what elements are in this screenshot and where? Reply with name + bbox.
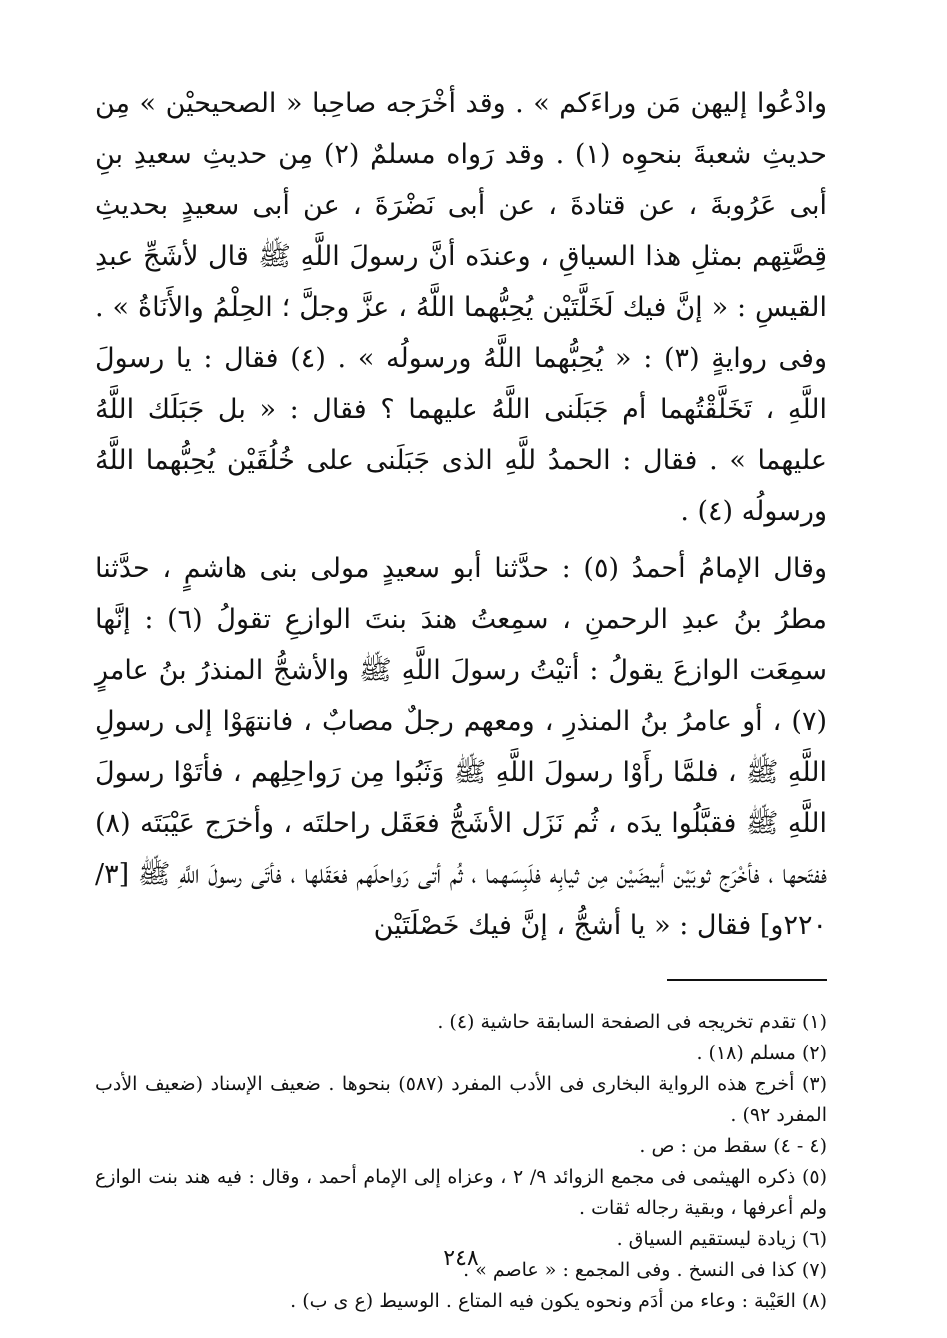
footnote-4: (٤ - ٤) سقط من : ص . [639,1135,827,1157]
paragraph-1: وادْعُوا إليهن مَن وراءَكم » . وقد أخْرَجه صاحِبا « الصحيحيْن » مِن حديثِ شعبةَ بنحوِه (١) . وقد رَواه مسلمٌ (٢) مِن حديثِ سعيدِ بنِ أبى عَرُوبةَ ، عن قتادةَ ، عن أبى نَضْرَةَ ، عن أبى سعيدٍ بحديثِ قِصَّتِهم بمثلِ هذا السياقِ ، وعندَه أنَّ رسولَ اللَّهِ ﷺ قال لأشَجِّ عبدِ القيسِ : « إنَّ فيك لَخَلَّتَيْن يُحِبُّهما اللَّهُ ، عزَّ وجلَّ ؛ الحِلْمُ والأَنَاةُ » . وفى روايةٍ (٣) : « يُحِبُّهما اللَّهُ ورسولُه » . (٤) فقال : يا رسولَ اللَّهِ ، تَخَلَّقْتُهما أم جَبَلَنى اللَّهُ عليهما ؟ فقال : « بل جَبَلَك اللَّهُ عليهما » . فقال : الحمدُ للَّهِ الذى جَبَلَنى على خُلُقَيْن يُحِبُّهما اللَّهُ ورسولُه (٤) . [95,88,828,527]
main-text [95,78,827,951]
footnote-separator [667,979,827,981]
footnote-7: (٧) كذا فى النسخ . وفى المجمع : « عاصم » . [463,1259,827,1281]
paragraph-2: وقال الإمامُ أحمدُ (٥) : حدَّثنا أبو سعيدٍ مولى بنى هاشمٍ ، حدَّثنا مطرُ بنُ عبدِ الرحمنِ ، سمِعتُ هندَ بنتَ الوازعِ تقولُ (٦) : إنَّها سمِعَت الوازعَ يقولُ : أتيْتُ رسولَ اللَّهِ ﷺ والأشجُّ المنذرُ بنُ عامرٍ (٧) ، أو عامرُ بنُ المنذرِ ، ومعهم رجلٌ مصابٌ ، فانتهَوْا إلى رسولِ اللَّهِ ﷺ ، فلمَّا رأَوْا رسولَ اللَّهِ ﷺ وَثَبُوا مِن رَواحِلِهم ، فأتَوْا رسولَ اللَّهِ ﷺ فقبَّلُوا يدَه ، ثُم نَزَل الأشَجُّ فعَقَل راحلتَه ، وأخرَج عَيْبَتَه (٨) ففتَحها ، فأخْرَج ثوبَيْن أبيضَيْن مِن ثيابِه فلَبِسَهما ، ثُم أتى رَواحلَهم فعَقَلها ، فأتَى رسولَ اللَّهِ ﷺ [٣/ ٢٢٠و] فقال : « يا أشجُّ ، إنَّ فيك خَصْلَتَيْن [95,553,828,941]
footnote-6: (٦) زيادة ليستقيم السياق . [616,1228,827,1250]
footnote-5: (٥) ذكره الهيثمى فى مجمع الزوائد ٩/ ٢ ، وعزاه إلى الإمام أحمد ، وقال : فيه هند بنت الوازع ولم أعرفها ، وبقية رجاله ثقات . [95,1166,827,1219]
footnote-2: (٢) مسلم (١٨) . [696,1042,827,1064]
footnote-1: (١) تقدم تخريجه فى الصفحة السابقة حاشية (٤) . [437,1011,827,1033]
book-page [95,78,828,1312]
footnote-3: (٣) أخرج هذه الرواية البخارى فى الأدب المفرد (٥٨٧) بنحوها . ضعيف الإسناد (ضعيف الأدب المفرد ٩٢) . [95,1073,827,1126]
page-number: ٢٤٨ [443,1246,479,1271]
footnote-8: (٨) العَيْبة : وعاء من أدَم ونحوه يكون فيه المتاع . الوسيط (ع ى ب) . [290,1290,827,1312]
